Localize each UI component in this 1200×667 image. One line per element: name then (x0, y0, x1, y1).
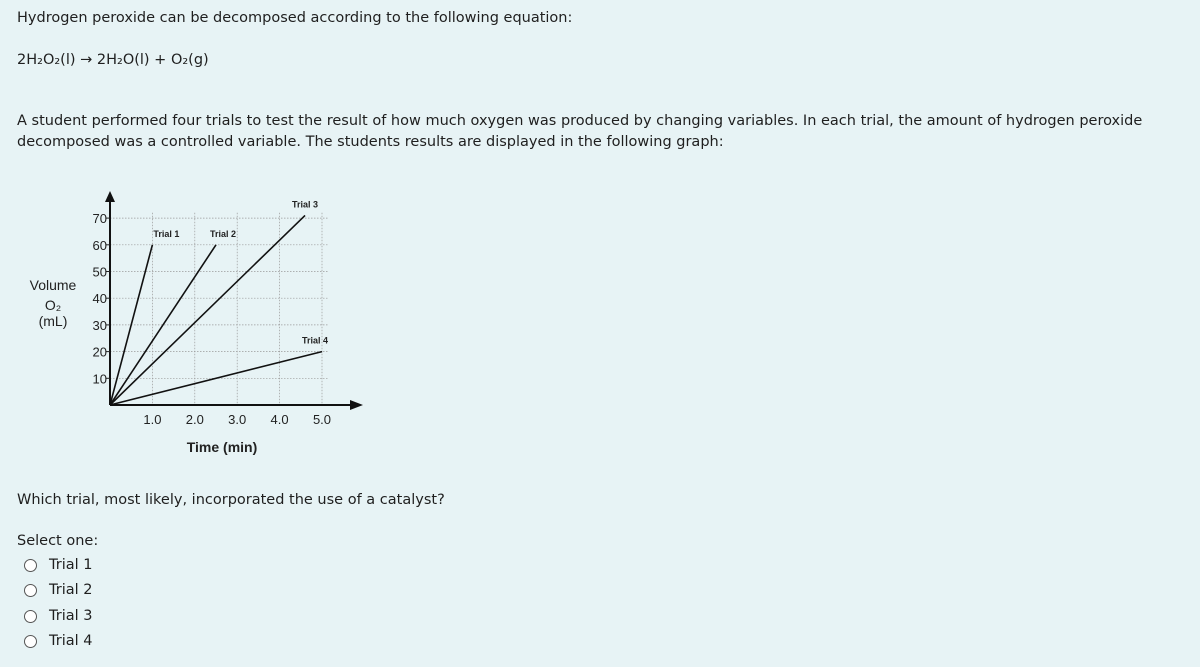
y-tick-label: 50 (92, 264, 107, 280)
chart-grid (110, 213, 328, 405)
chart-ticks (93, 211, 332, 427)
radio-button-icon[interactable] (24, 635, 37, 648)
question-prompt: Which trial, most likely, incorporated the use of a catalyst? (17, 492, 445, 508)
option-label: Trial 2 (49, 582, 93, 598)
y-axis-label-line-2: O₂ (44, 297, 62, 313)
series-label-trial-1: Trial 1 (153, 228, 180, 239)
y-tick-label: 70 (92, 211, 107, 227)
option-trial-4[interactable] (24, 633, 92, 649)
x-tick-label: 1.0 (143, 412, 162, 427)
y-tick-label: 30 (92, 317, 107, 333)
radio-button-icon[interactable] (24, 610, 37, 623)
chart-series (110, 199, 328, 405)
series-label-trial-3: Trial 3 (292, 199, 319, 210)
y-axis-label-line-1: Volume (29, 277, 77, 293)
option-label: Trial 3 (49, 608, 93, 624)
series-label-trial-4: Trial 4 (301, 335, 329, 346)
y-axis-arrow (105, 191, 115, 202)
series-line-trial-3 (110, 215, 305, 405)
series-label-trial-2: Trial 2 (209, 228, 237, 239)
radio-button-icon[interactable] (24, 584, 37, 597)
x-tick-label: 2.0 (185, 412, 204, 427)
x-axis-label: Time (min) (186, 439, 258, 455)
option-trial-2[interactable] (24, 582, 92, 598)
oxygen-volume-chart (0, 180, 420, 470)
y-axis-label-line-3: (mL) (38, 313, 68, 329)
y-tick-label: 10 (92, 371, 107, 387)
y-tick-label: 60 (92, 237, 107, 253)
select-one-label: Select one: (17, 533, 99, 549)
chemical-equation: 2H₂O₂(l) → 2H₂O(l) + O₂(g) (17, 52, 209, 68)
y-tick-label: 40 (92, 291, 107, 307)
radio-button-icon[interactable] (24, 559, 37, 572)
option-label: Trial 1 (49, 557, 93, 573)
option-label: Trial 4 (49, 633, 93, 649)
intro-text: Hydrogen peroxide can be decomposed according to the following equation: (17, 10, 573, 26)
chart-axes (105, 191, 363, 410)
x-axis-arrow (350, 400, 363, 410)
y-tick-label: 20 (92, 344, 107, 360)
option-trial-1[interactable] (24, 557, 92, 573)
description-text: A student performed four trials to test the result of how much oxygen was produced by changing variables. In each trial, the amount of hydrogen peroxide decomposed was a controlled variable. The students results are displayed in the following graph: (17, 113, 1143, 150)
x-tick-label: 5.0 (312, 412, 332, 427)
x-tick-label: 3.0 (228, 412, 247, 427)
option-trial-3[interactable] (24, 608, 92, 624)
x-tick-label: 4.0 (270, 412, 289, 427)
